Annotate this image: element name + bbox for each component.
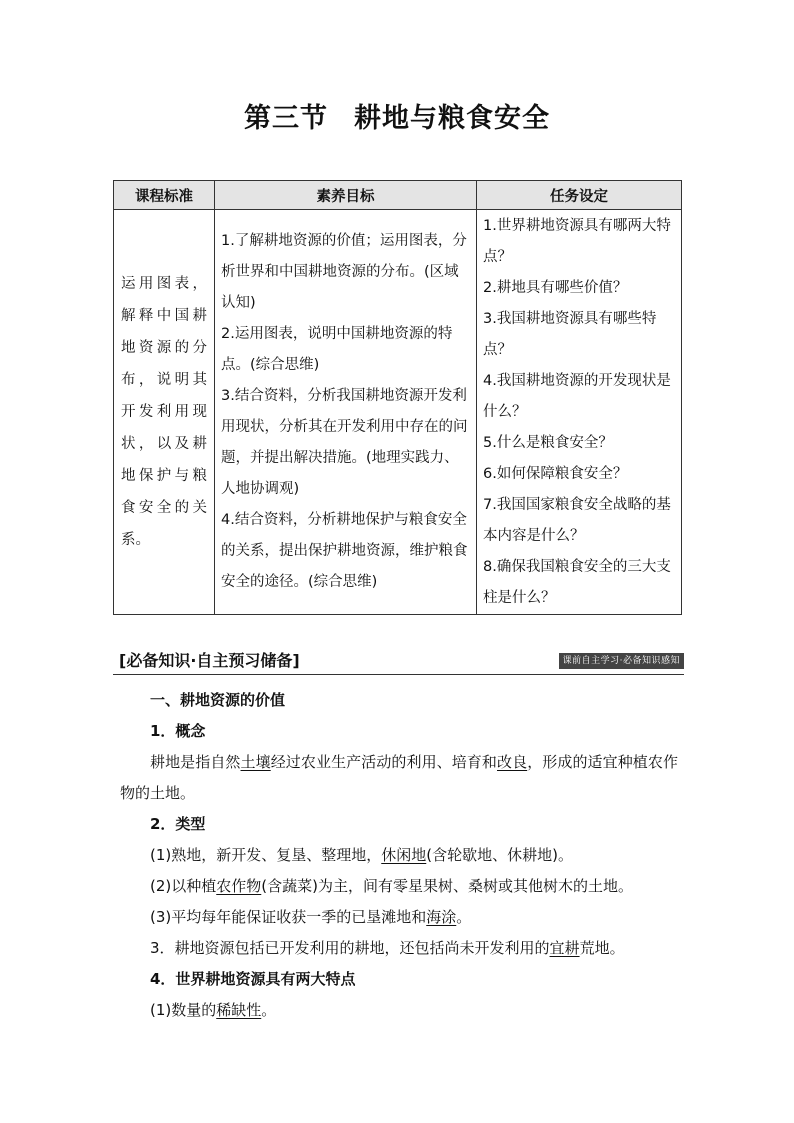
underlined-term: 休闲地 — [381, 846, 427, 864]
underlined-term: 农作物 — [216, 877, 262, 895]
task-item: 5.什么是粮食安全？ — [483, 434, 613, 451]
type-item-2 — [120, 871, 678, 902]
curriculum-table — [113, 180, 682, 615]
goals-cell — [215, 210, 477, 615]
section-name: 耕地与粮食安全 — [354, 103, 550, 134]
task-item: 3.我国耕地资源具有哪些特点？ — [483, 310, 657, 358]
task-item: 4.我国耕地资源的开发现状是什么？ — [483, 372, 671, 420]
task-item: 1.世界耕地资源具有哪两大特点？ — [483, 217, 671, 265]
goal-item: 2.运用图表，说明中国耕地资源的特点。(综合思维) — [221, 326, 453, 373]
text-run: ，形成的适宜种植农作物的土地。 — [120, 753, 678, 802]
heading-features: 4．世界耕地资源具有两大特点 — [150, 970, 356, 988]
goal-item: 3.结合资料，分析我国耕地资源开发利用现状，分析其在开发利用中存在的问题，并提出解决措施。(地理实践力、人地协调观) — [221, 388, 468, 497]
type-item-1 — [120, 840, 678, 871]
heading-types: 2．类型 — [150, 815, 206, 833]
heading-concept: 1．概念 — [150, 722, 206, 740]
text-run: 。 — [261, 1001, 277, 1019]
underlined-term: 土壤 — [240, 753, 271, 771]
text-run: 荒地。 — [579, 939, 625, 957]
banner-tag: 课前自主学习·必备知识感知 — [559, 653, 684, 669]
table-header-row — [114, 181, 682, 210]
underlined-term: 改良 — [497, 753, 528, 771]
heading-value: 一、耕地资源的价值 — [150, 691, 286, 709]
goal-item: 4.结合资料，分析耕地保护与粮食安全的关系，提出保护耕地资源，维护粮食安全的途径。(综合思维) — [221, 512, 468, 590]
content-body — [120, 685, 678, 1026]
banner-label: [必备知识·自主预习储备] — [119, 651, 300, 670]
underlined-term: 宜耕 — [549, 939, 580, 957]
page-title — [0, 96, 794, 135]
header-standard: 课程标准 — [114, 181, 215, 210]
resource-scope — [120, 933, 678, 964]
text-run: (1)熟地，新开发、复垦、整理地， — [150, 846, 382, 864]
text-run: 耕地是指自然 — [150, 753, 241, 771]
text-run: (1)数量的 — [150, 1001, 217, 1019]
underlined-term: 稀缺性 — [216, 1001, 262, 1019]
underlined-term: 海涂 — [426, 908, 457, 926]
paragraph-concept — [120, 747, 678, 809]
standard-cell — [114, 210, 215, 615]
text-run: (2)以种植 — [150, 877, 217, 895]
task-item: 8.确保我国粮食安全的三大支柱是什么？ — [483, 558, 671, 606]
goal-item: 1.了解耕地资源的价值；运用图表，分析世界和中国耕地资源的分布。(区域认知) — [221, 233, 467, 311]
text-run: 3．耕地资源包括已开发利用的耕地，还包括尚未开发利用的 — [150, 939, 550, 957]
task-item: 2.耕地具有哪些价值？ — [483, 279, 628, 296]
task-item: 7.我国国家粮食安全战略的基本内容是什么？ — [483, 496, 671, 544]
section-number: 第三节 — [244, 103, 328, 134]
section-banner — [113, 647, 684, 675]
text-run: (含轮歇地、休耕地)。 — [426, 846, 573, 864]
banner-divider — [113, 674, 684, 675]
tasks-cell — [477, 210, 682, 615]
standard-text: 运用图表，解释中国耕地资源的分布，说明其开发利用现状，以及耕地保护与粮食安全的关系。 — [121, 276, 207, 548]
task-item: 6.如何保障粮食安全？ — [483, 465, 628, 482]
feature-item-1 — [120, 995, 678, 1026]
text-run: (含蔬菜)为主，间有零星果树、桑树或其他树木的土地。 — [261, 877, 633, 895]
text-run: (3)平均每年能保证收获一季的已垦滩地和 — [150, 908, 427, 926]
header-tasks: 任务设定 — [477, 181, 682, 210]
text-run: 经过农业生产活动的利用、培育和 — [270, 753, 498, 771]
type-item-3 — [120, 902, 678, 933]
text-run: 。 — [456, 908, 472, 926]
header-goals: 素养目标 — [215, 181, 477, 210]
table-row — [114, 210, 682, 615]
